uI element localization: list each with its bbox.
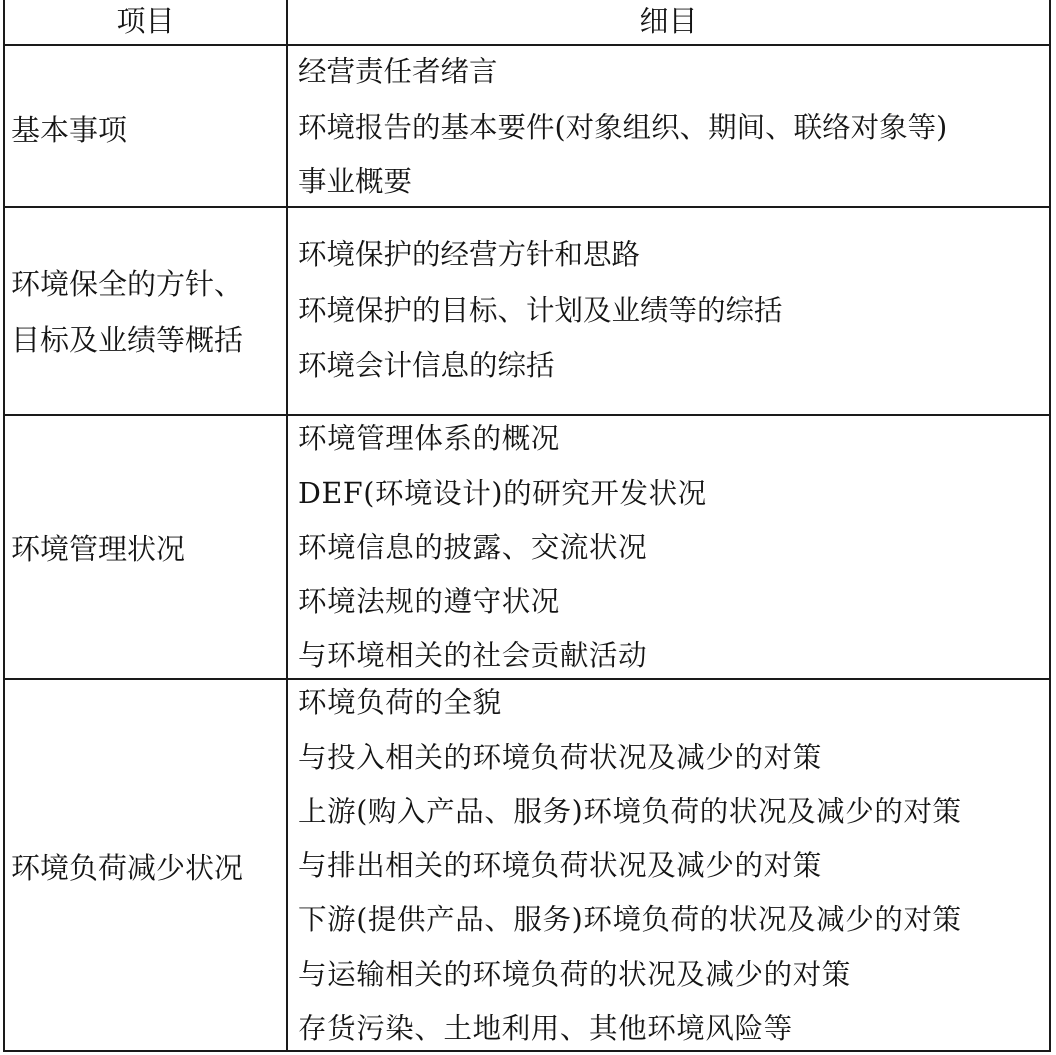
table-row-management-status bbox=[5, 414, 1049, 680]
header-item-label: 项目 bbox=[116, 4, 175, 38]
category-label: 环境负荷减少状况 bbox=[11, 851, 244, 885]
detail-item: 上游(购入产品、服务)环境负荷的状况及减少的对策 bbox=[298, 795, 962, 828]
table-row-basic-items bbox=[5, 44, 1049, 208]
header-detail-label: 细目 bbox=[639, 4, 698, 38]
details-cell bbox=[288, 680, 1049, 1052]
detail-item: DEF(环境设计)的研究开发状况 bbox=[298, 477, 707, 510]
category-cell bbox=[5, 416, 288, 680]
detail-item: 环境管理体系的概况 bbox=[298, 422, 560, 455]
category-label-line-1: 环境保全的方针、 bbox=[11, 267, 244, 301]
detail-item: 环境报告的基本要件(对象组织、期间、联络对象等) bbox=[298, 111, 948, 144]
detail-item: 环境信息的披露、交流状况 bbox=[298, 531, 648, 564]
category-label: 环境管理状况 bbox=[11, 532, 186, 566]
environmental-report-table bbox=[3, 0, 1051, 1052]
detail-item: 事业概要 bbox=[298, 165, 413, 198]
detail-item: 与排出相关的环境负荷状况及减少的对策 bbox=[298, 849, 822, 882]
detail-item: 与运输相关的环境负荷的状况及减少的对策 bbox=[298, 958, 851, 991]
category-label: 基本事项 bbox=[11, 113, 128, 147]
table-header-row bbox=[5, 0, 1049, 46]
category-cell bbox=[5, 208, 288, 416]
detail-item: 环境负荷的全貌 bbox=[298, 686, 502, 719]
category-cell bbox=[5, 46, 288, 208]
details-cell bbox=[288, 208, 1049, 416]
detail-item: 环境法规的遵守状况 bbox=[298, 585, 560, 618]
detail-item: 环境会计信息的综括 bbox=[298, 349, 555, 382]
detail-item: 经营责任者绪言 bbox=[298, 55, 498, 88]
detail-item: 下游(提供产品、服务)环境负荷的状况及减少的对策 bbox=[298, 903, 962, 936]
header-cell-detail bbox=[288, 0, 1049, 46]
category-label-line-2: 目标及业绩等概括 bbox=[11, 323, 244, 357]
detail-item: 环境保护的经营方针和思路 bbox=[298, 238, 641, 271]
detail-item: 存货污染、土地利用、其他环境风险等 bbox=[298, 1012, 793, 1045]
table-row-load-reduction bbox=[5, 678, 1049, 1052]
header-cell-item bbox=[5, 0, 288, 46]
details-cell bbox=[288, 46, 1049, 208]
detail-item: 环境保护的目标、计划及业绩等的综括 bbox=[298, 294, 783, 327]
category-cell bbox=[5, 680, 288, 1052]
detail-item: 与投入相关的环境负荷状况及减少的对策 bbox=[298, 741, 822, 774]
detail-item: 与环境相关的社会贡献活动 bbox=[298, 639, 648, 672]
details-cell bbox=[288, 416, 1049, 680]
table-row-policy-summary bbox=[5, 206, 1049, 416]
